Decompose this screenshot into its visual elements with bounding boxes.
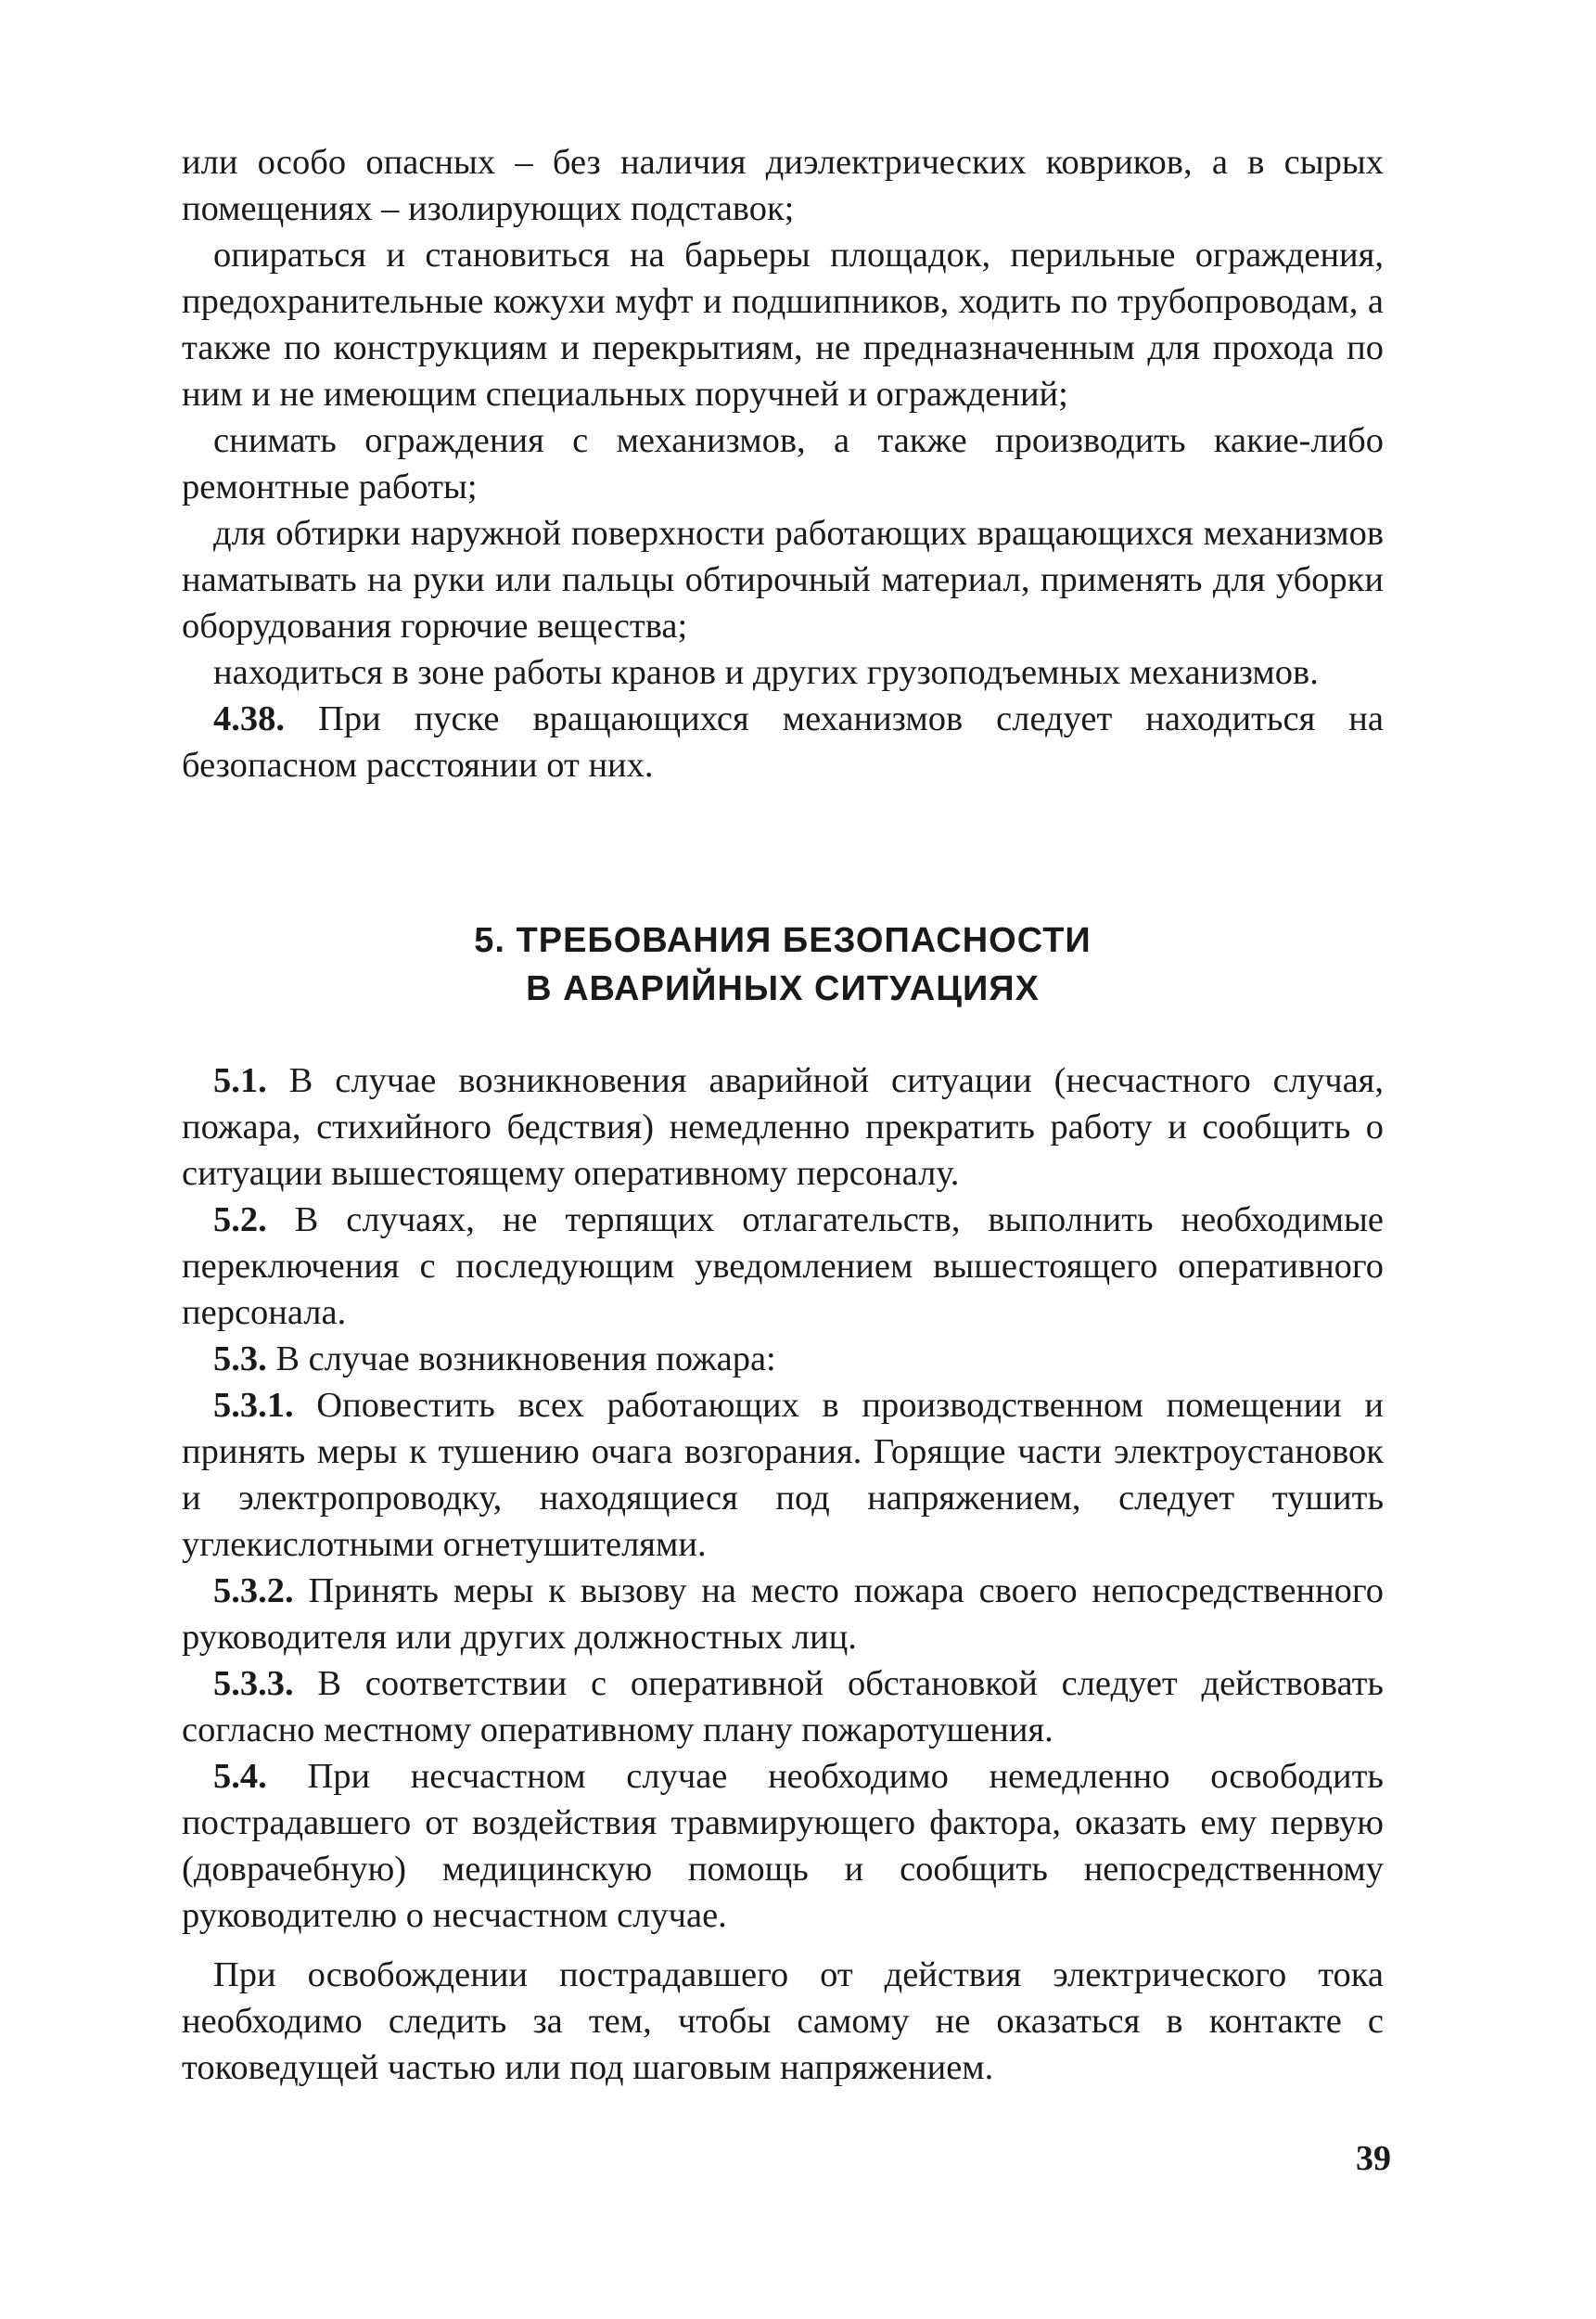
numbered-paragraph: [182, 1568, 1384, 1660]
numbered-paragraph: [182, 696, 1384, 788]
clause-number: 5.3.2.: [213, 1571, 294, 1610]
paragraph-text: Оповестить всех работающих в производственном помещении и принять меры к тушению очага возгорания. Горящие части электроустановок и электропроводку, находящиеся под напряжением, следует тушить углекислотными огнетушителями.: [182, 1386, 1384, 1564]
paragraph-text: для обтирки наружной поверхности работающих вращающихся механизмов наматывать на руки или пальцы обтирочный материал, применять для уборки оборудования горючие вещества;: [182, 514, 1384, 646]
numbered-paragraph: [182, 1336, 1384, 1382]
clause-number: 5.3.3.: [213, 1664, 294, 1703]
final-paragraph: [182, 1952, 1384, 2091]
paragraph-text: При пуске вращающихся механизмов следует находиться на безопасном расстоянии от них.: [182, 699, 1384, 785]
paragraph-text: При освобождении пострадавшего от действия электрического тока необходимо следить за тем, чтобы самому не оказаться в контакте с токоведущей частью или под шаговым напряжением.: [182, 1955, 1384, 2087]
numbered-paragraph: [182, 1660, 1384, 1753]
paragraph-text: В соответствии с оперативной обстановкой следует действовать согласно местному оперативному плану пожаротушения.: [182, 1664, 1384, 1749]
numbered-paragraph: [182, 1057, 1384, 1197]
clause-number: 5.2.: [213, 1200, 267, 1239]
numbered-paragraph: [182, 1753, 1384, 1939]
paragraph-text: снимать ограждения с механизмов, а также производить какие-либо ремонтные работы;: [182, 421, 1384, 506]
clause-number: 5.3.: [213, 1339, 267, 1378]
list-item: [182, 510, 1384, 649]
numbered-paragraph: [182, 1197, 1384, 1336]
paragraph-text: Принять меры к вызову на место пожара своего непосредственного руководителя или других должностных лиц.: [182, 1571, 1384, 1657]
paragraph-text: В случаях, не терпящих отлагательств, выполнить необходимые переключения с последующим уведомлением вышестоящего оперативного персонала.: [182, 1200, 1384, 1332]
paragraph-text: В случае возникновения пожара:: [266, 1339, 776, 1378]
paragraph-text: В случае возникновения аварийной ситуации (несчастного случая, пожара, стихийного бедствия) немедленно прекратить работу и сообщить о ситуации вышестоящему оперативному персоналу.: [182, 1061, 1384, 1193]
list-item: [182, 232, 1384, 417]
numbered-paragraph: [182, 1382, 1384, 1568]
text-block-bottom: [182, 1057, 1384, 2091]
clause-number: 4.38.: [213, 699, 285, 738]
paragraph-text: находиться в зоне работы кранов и других грузоподъемных механизмов.: [213, 653, 1319, 692]
paragraph-text: При несчастном случае необходимо немедленно освободить пострадавшего от воздействия травмирующего фактора, оказать ему первую (доврачебную) медицинскую помощь и сообщить непосредственному руководителю о несчастном случае.: [182, 1757, 1384, 1935]
section-heading: [182, 916, 1384, 1013]
list-item: [182, 139, 1384, 232]
page-number: 39: [1356, 2139, 1391, 2178]
clause-number: 5.4.: [213, 1757, 267, 1796]
paragraph-text: опираться и становиться на барьеры площадок, перильные ограждения, предохранительные кожухи муфт и подшипников, ходить по трубопроводам, а также по конструкциям и перекрытиям, не предназначенным для прохода по ним и не имеющим специальных поручней и ограждений;: [182, 236, 1384, 414]
section-heading-line-1: 5. ТРЕБОВАНИЯ БЕЗОПАСНОСТИ: [474, 921, 1092, 960]
clause-number: 5.3.1.: [213, 1386, 294, 1425]
section-heading-line-2: В АВАРИЙНЫХ СИТУАЦИЯХ: [526, 969, 1040, 1008]
list-item: [182, 649, 1384, 696]
paragraph-text: или особо опасных – без наличия диэлектрических ковриков, а в сырых помещениях – изолирующих подставок;: [182, 143, 1384, 228]
clause-number: 5.1.: [213, 1061, 267, 1100]
text-block-top: [182, 139, 1384, 788]
list-item: [182, 417, 1384, 510]
